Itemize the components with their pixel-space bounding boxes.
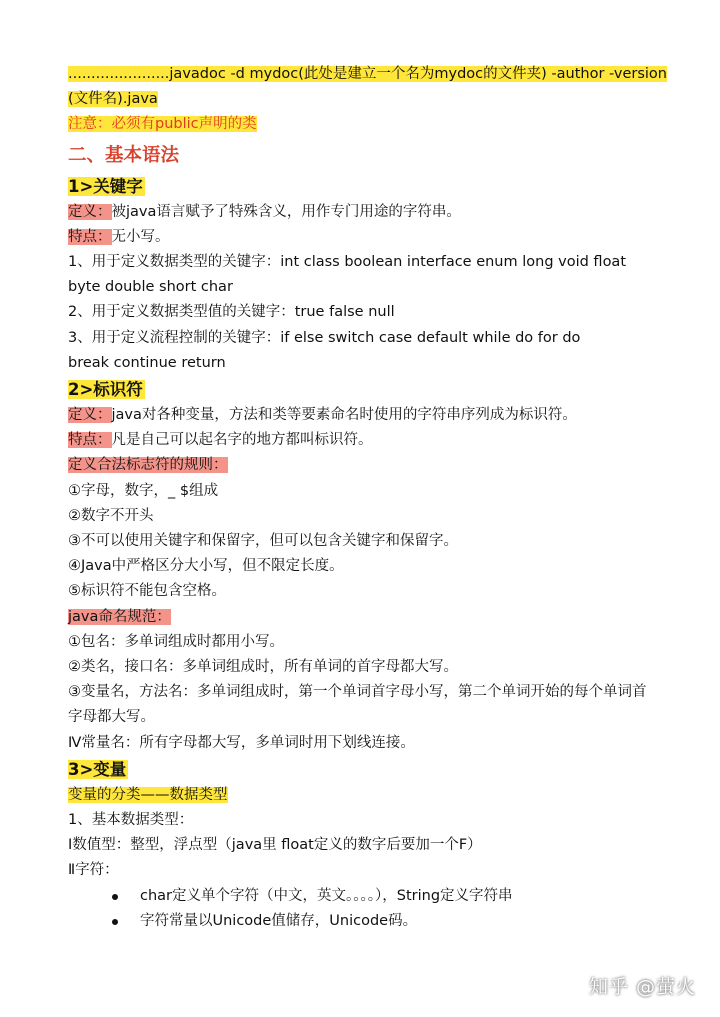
document-page: [68, 62, 668, 934]
variables-char-label: Ⅱ字符：: [68, 862, 119, 879]
naming-rule: ②类名，接口名：多单词组成时，所有单词的首字母都大写。: [68, 659, 458, 676]
keywords-feature: 特点：无小写。: [68, 228, 170, 245]
naming-rule: ①包名：多单词组成时都用小写。: [68, 633, 284, 650]
keywords-item-1: 1、用于定义数据类型的关键字：int class boolean interface enum long void float: [68, 254, 627, 271]
keywords-item-1-cont: byte double short char: [68, 279, 233, 296]
section-title-basic-syntax: 二、基本语法: [68, 144, 180, 166]
identifier-rules-label: 定义合法标志符的规则：: [68, 457, 228, 474]
javadoc-command-line-cont: (文件名).java: [68, 91, 158, 108]
keywords-item-3-cont: break continue return: [68, 354, 226, 371]
list-item: 字符常量以Unicode值储存，Unicode码。: [68, 909, 668, 934]
javadoc-command-line: ......................javadoc -d mydoc(此处是建立一个名为mydoc的文件夹) -author -version: [68, 66, 667, 82]
keywords-item-3: 3、用于定义流程控制的关键字：if else switch case default while do for do: [68, 329, 581, 346]
heading-variables: 3>变量: [68, 759, 127, 779]
variables-numeric: Ⅰ数值型：整型，浮点型（java里 float定义的数字后要加一个F）: [68, 837, 482, 854]
naming-rule: ③变量名，方法名：多单词组成时，第一个单词首字母小写，第二个单词开始的每个单词首: [68, 684, 647, 701]
list-item: char定义单个字符（中文，英文。。。。），String定义字符串: [68, 884, 668, 909]
identifier-rule: ⑤标识符不能包含空格。: [68, 583, 226, 600]
naming-rule-cont: 字母都大写。: [68, 709, 155, 726]
variables-subheading: 变量的分类——数据类型: [68, 786, 228, 803]
naming-convention-label: java命名规范：: [68, 608, 171, 625]
keywords-item-2: 2、用于定义数据类型值的关键字：true false null: [68, 304, 395, 321]
public-class-note: 注意：必须有public声明的类: [68, 116, 257, 133]
identifier-rule: ③不可以使用关键字和保留字，但可以包含关键字和保留字。: [68, 533, 458, 550]
heading-keywords: 1>关键字: [68, 176, 143, 196]
variables-item-1: 1、基本数据类型：: [68, 812, 194, 829]
identifier-rule: ④Java中严格区分大小写，但不限定长度。: [68, 558, 344, 575]
naming-rule: Ⅳ常量名：所有字母都大写，多单词时用下划线连接。: [68, 734, 415, 751]
keywords-definition: 定义：被java语言赋予了特殊含义，用作专门用途的字符串。: [68, 203, 461, 220]
identifier-rule: ①字母，数字，_ $组成: [68, 482, 219, 499]
identifier-rule: ②数字不开头: [68, 507, 154, 524]
zhihu-watermark: 知乎 @萤火: [588, 976, 696, 998]
heading-identifiers: 2>标识符: [68, 380, 143, 400]
identifiers-definition: 定义：java对各种变量，方法和类等要素命名时使用的字符串序列成为标识符。: [68, 407, 577, 424]
identifiers-feature: 特点：凡是自己可以起名字的地方都叫标识符。: [68, 432, 373, 449]
